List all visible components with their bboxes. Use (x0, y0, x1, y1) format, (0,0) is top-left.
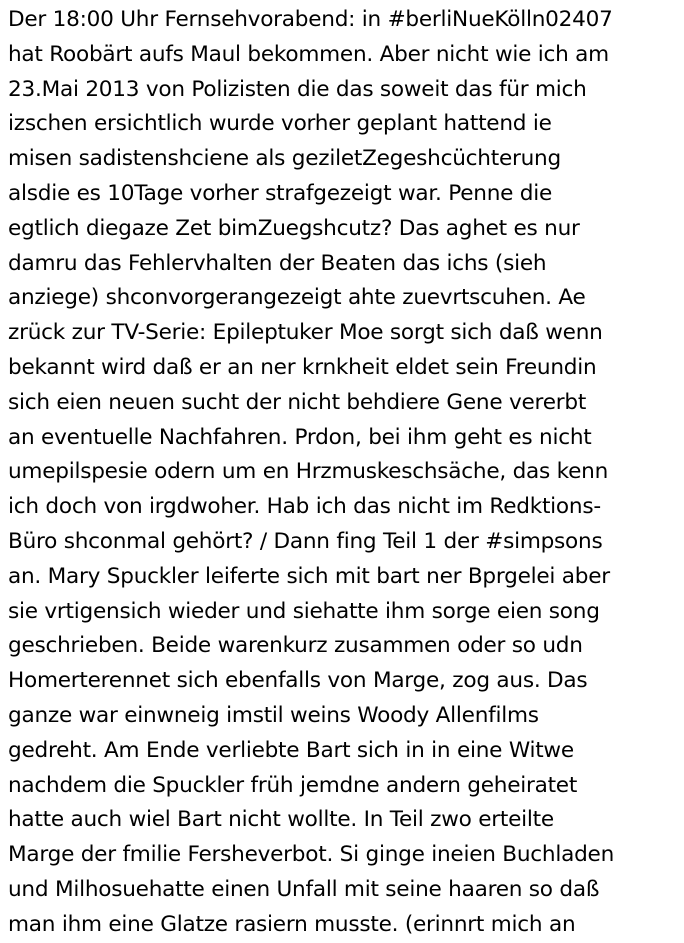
text-line: geschrieben. Beide warenkurz zusammen oder so udn (8, 633, 583, 659)
text-line: bekannt wird daß er an ner krnkheit eldet sein Freundin (8, 354, 597, 380)
text-line: hat Roobärt aufs Maul bekommen. Aber nicht wie ich am (8, 41, 609, 67)
text-line: und Milhosuehatte einen Unfall mit seine haaren so daß (8, 876, 600, 902)
text-line: sie vrtigensich wieder und siehatte ihm sorge eien song (8, 598, 600, 624)
text-line: an eventuelle Nachfahren. Prdon, bei ihm geht es nicht (8, 424, 592, 450)
text-line: Homerterennet sich ebenfalls von Marge, zog aus. Das (8, 668, 588, 694)
text-line: man ihm eine Glatze rasiern musste. (erinnrt mich an (8, 911, 576, 937)
text-line: anziege) shconvorgerangezeigt ahte zuevrtscuhen. Ae (8, 285, 586, 311)
text-line: umepilspesie odern um en Hrzmuskeschsäche, das kenn (8, 459, 609, 485)
text-line: izschen ersichtlich wurde vorher geplant hattend ie (8, 111, 552, 137)
text-line: zrück zur TV-Serie: Epileptuker Moe sorgt sich daß wenn (8, 320, 603, 346)
text-line: egtlich diegaze Zet bimZuegshcutz? Das aghet es nur (8, 215, 580, 241)
text-line: 23.Mai 2013 von Polizisten die das soweit das für mich (8, 76, 587, 102)
text-line: an. Mary Spuckler leiferte sich mit bart ner Bprgelei aber (8, 563, 610, 589)
text-line: Büro shconmal gehört? / Dann fing Teil 1 der #simpsons (8, 528, 603, 554)
text-line: damru das Fehlervhalten der Beaten das ichs (sieh (8, 250, 547, 276)
text-line: Marge der fmilie Fersheverbot. Si ginge ineien Buchladen (8, 842, 615, 868)
text-line: misen sadistenshciene als geziletZegeshcüchterung (8, 146, 561, 172)
text-line: ich doch von irgdwoher. Hab ich das nicht im Redktions- (8, 494, 601, 520)
text-line: Der 18:00 Uhr Fernsehvorabend: in #berliNueKölln02407 (8, 7, 613, 32)
text-line: alsdie es 10Tage vorher strafgezeigt war. Penne die (8, 180, 553, 206)
text-line: gedreht. Am Ende verliebte Bart sich in in eine Witwe (8, 737, 574, 763)
text-line: nachdem die Spuckler früh jemdne andern geheiratet (8, 772, 578, 798)
body-text (8, 3, 680, 943)
text-line: ganze war einwneig imstil weins Woody Allenfilms (8, 702, 539, 728)
text-line: hatte auch wiel Bart nicht wollte. In Teil zwo erteilte (8, 807, 554, 833)
text-line: sich eien neuen sucht der nicht behdiere Gene vererbt (8, 389, 587, 415)
